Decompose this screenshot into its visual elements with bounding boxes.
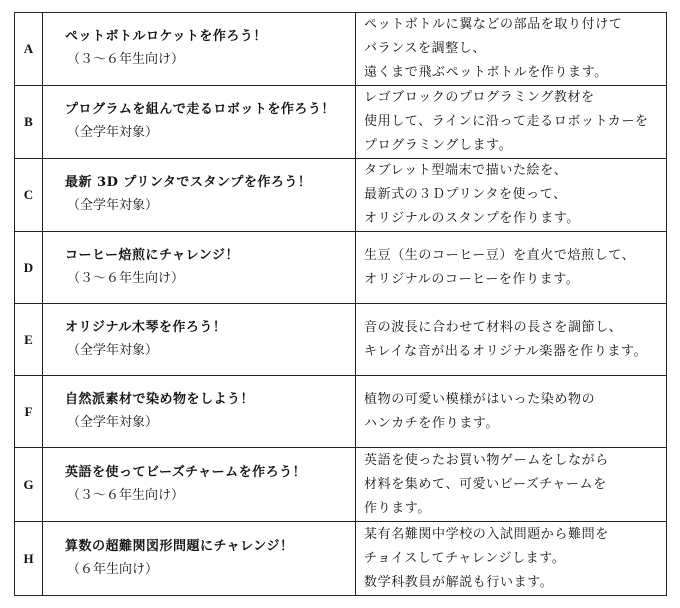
event-letter: B [15,86,43,159]
description-line: チョイスしてチャレンジします。 [364,550,566,566]
event-title-cell [43,304,356,376]
event-description [356,86,667,159]
event-letter: C [15,159,43,232]
events-sheet [14,12,666,596]
event-title: 英語を使ってビーズチャームを作ろう！ [65,464,307,480]
event-title-cell [43,376,356,448]
table-row [15,86,667,159]
event-title: コーヒー焙煎にチャレンジ！ [65,247,239,263]
description-line: 遠くまで飛ぶペットボトルを作ります。 [364,65,608,80]
description-line: レゴブロックのプログラミング教材を [364,90,595,105]
description-line: オリジナルのコーヒーを作ります。 [364,271,580,287]
event-description [356,159,667,232]
events-table [14,12,667,596]
event-description [356,304,667,376]
description-line: 材料を集めて、可愛いビーズチャームを [364,476,607,492]
description-line: ペットボトルに翼などの部品を取り付けて [364,17,623,32]
description-line: 使用して、ラインに沿って走るロボットカーを [364,114,649,129]
description-line: バランスを調整し、 [364,41,487,56]
event-title-cell [43,13,356,86]
event-target: （全学年対象） [67,414,159,430]
event-letter: G [15,448,43,522]
event-title: 最新 3D プリンタでスタンプを作ろう！ [65,175,312,190]
description-line: 数学科教員が解説も行います。 [364,574,554,590]
description-line: タブレット型端末で描いた絵を、 [364,163,568,178]
table-row [15,304,667,376]
event-title: 自然派素材で染め物をしよう！ [65,391,255,407]
event-title: 算数の超難関図形問題にチャレンジ！ [65,538,294,554]
event-target: （全学年対象） [67,342,159,358]
event-target: （全学年対象） [67,125,159,140]
event-title-cell [43,232,356,304]
event-title: ペットボトルロケットを作ろう！ [65,29,267,44]
event-target: （６年生向け） [67,561,159,577]
description-line: 某有名難関中学校の入試問題から難問を [364,526,609,542]
description-line: 英語を使ったお買い物ゲームをしながら [364,452,609,468]
table-row [15,522,667,596]
description-line: 音の波長に合わせて材料の長さを調節し、 [364,319,623,335]
description-line: 作ります。 [364,500,431,516]
description-line: キレイな音が出るオリジナル楽器を作ります。 [364,343,648,359]
event-letter: D [15,232,43,304]
event-title-cell [43,86,356,159]
event-description [356,376,667,448]
event-description [356,522,667,596]
event-description [356,13,667,86]
event-title-cell [43,159,356,232]
description-line: オリジナルのスタンプを作ります。 [364,211,580,226]
table-row [15,376,667,448]
event-title: プログラムを組んで走るロボットを作ろう！ [65,102,335,117]
event-letter: E [15,304,43,376]
table-row [15,232,667,304]
event-title-cell [43,522,356,596]
event-title-cell [43,448,356,522]
event-letter: F [15,376,43,448]
event-target: （３～６年生向け） [67,52,185,67]
event-description [356,448,667,522]
event-target: （３～６年生向け） [67,270,185,286]
description-line: プログラミングします。 [364,138,513,153]
description-line: ハンカチを作ります。 [364,415,499,431]
event-target: （３～６年生向け） [67,487,185,503]
description-line: 生豆（生のコーヒー豆）を直火で焙煎して、 [364,247,636,263]
description-line: 最新式の３Ｄプリンタを使って、 [364,187,567,202]
event-target: （全学年対象） [67,198,159,213]
table-row [15,13,667,86]
description-line: 植物の可愛い模様がはいった染め物の [364,391,596,407]
table-row [15,448,667,522]
event-description [356,232,667,304]
event-title: オリジナル木琴を作ろう！ [65,319,227,335]
event-letter: H [15,522,43,596]
event-letter: A [15,13,43,86]
table-row [15,159,667,232]
